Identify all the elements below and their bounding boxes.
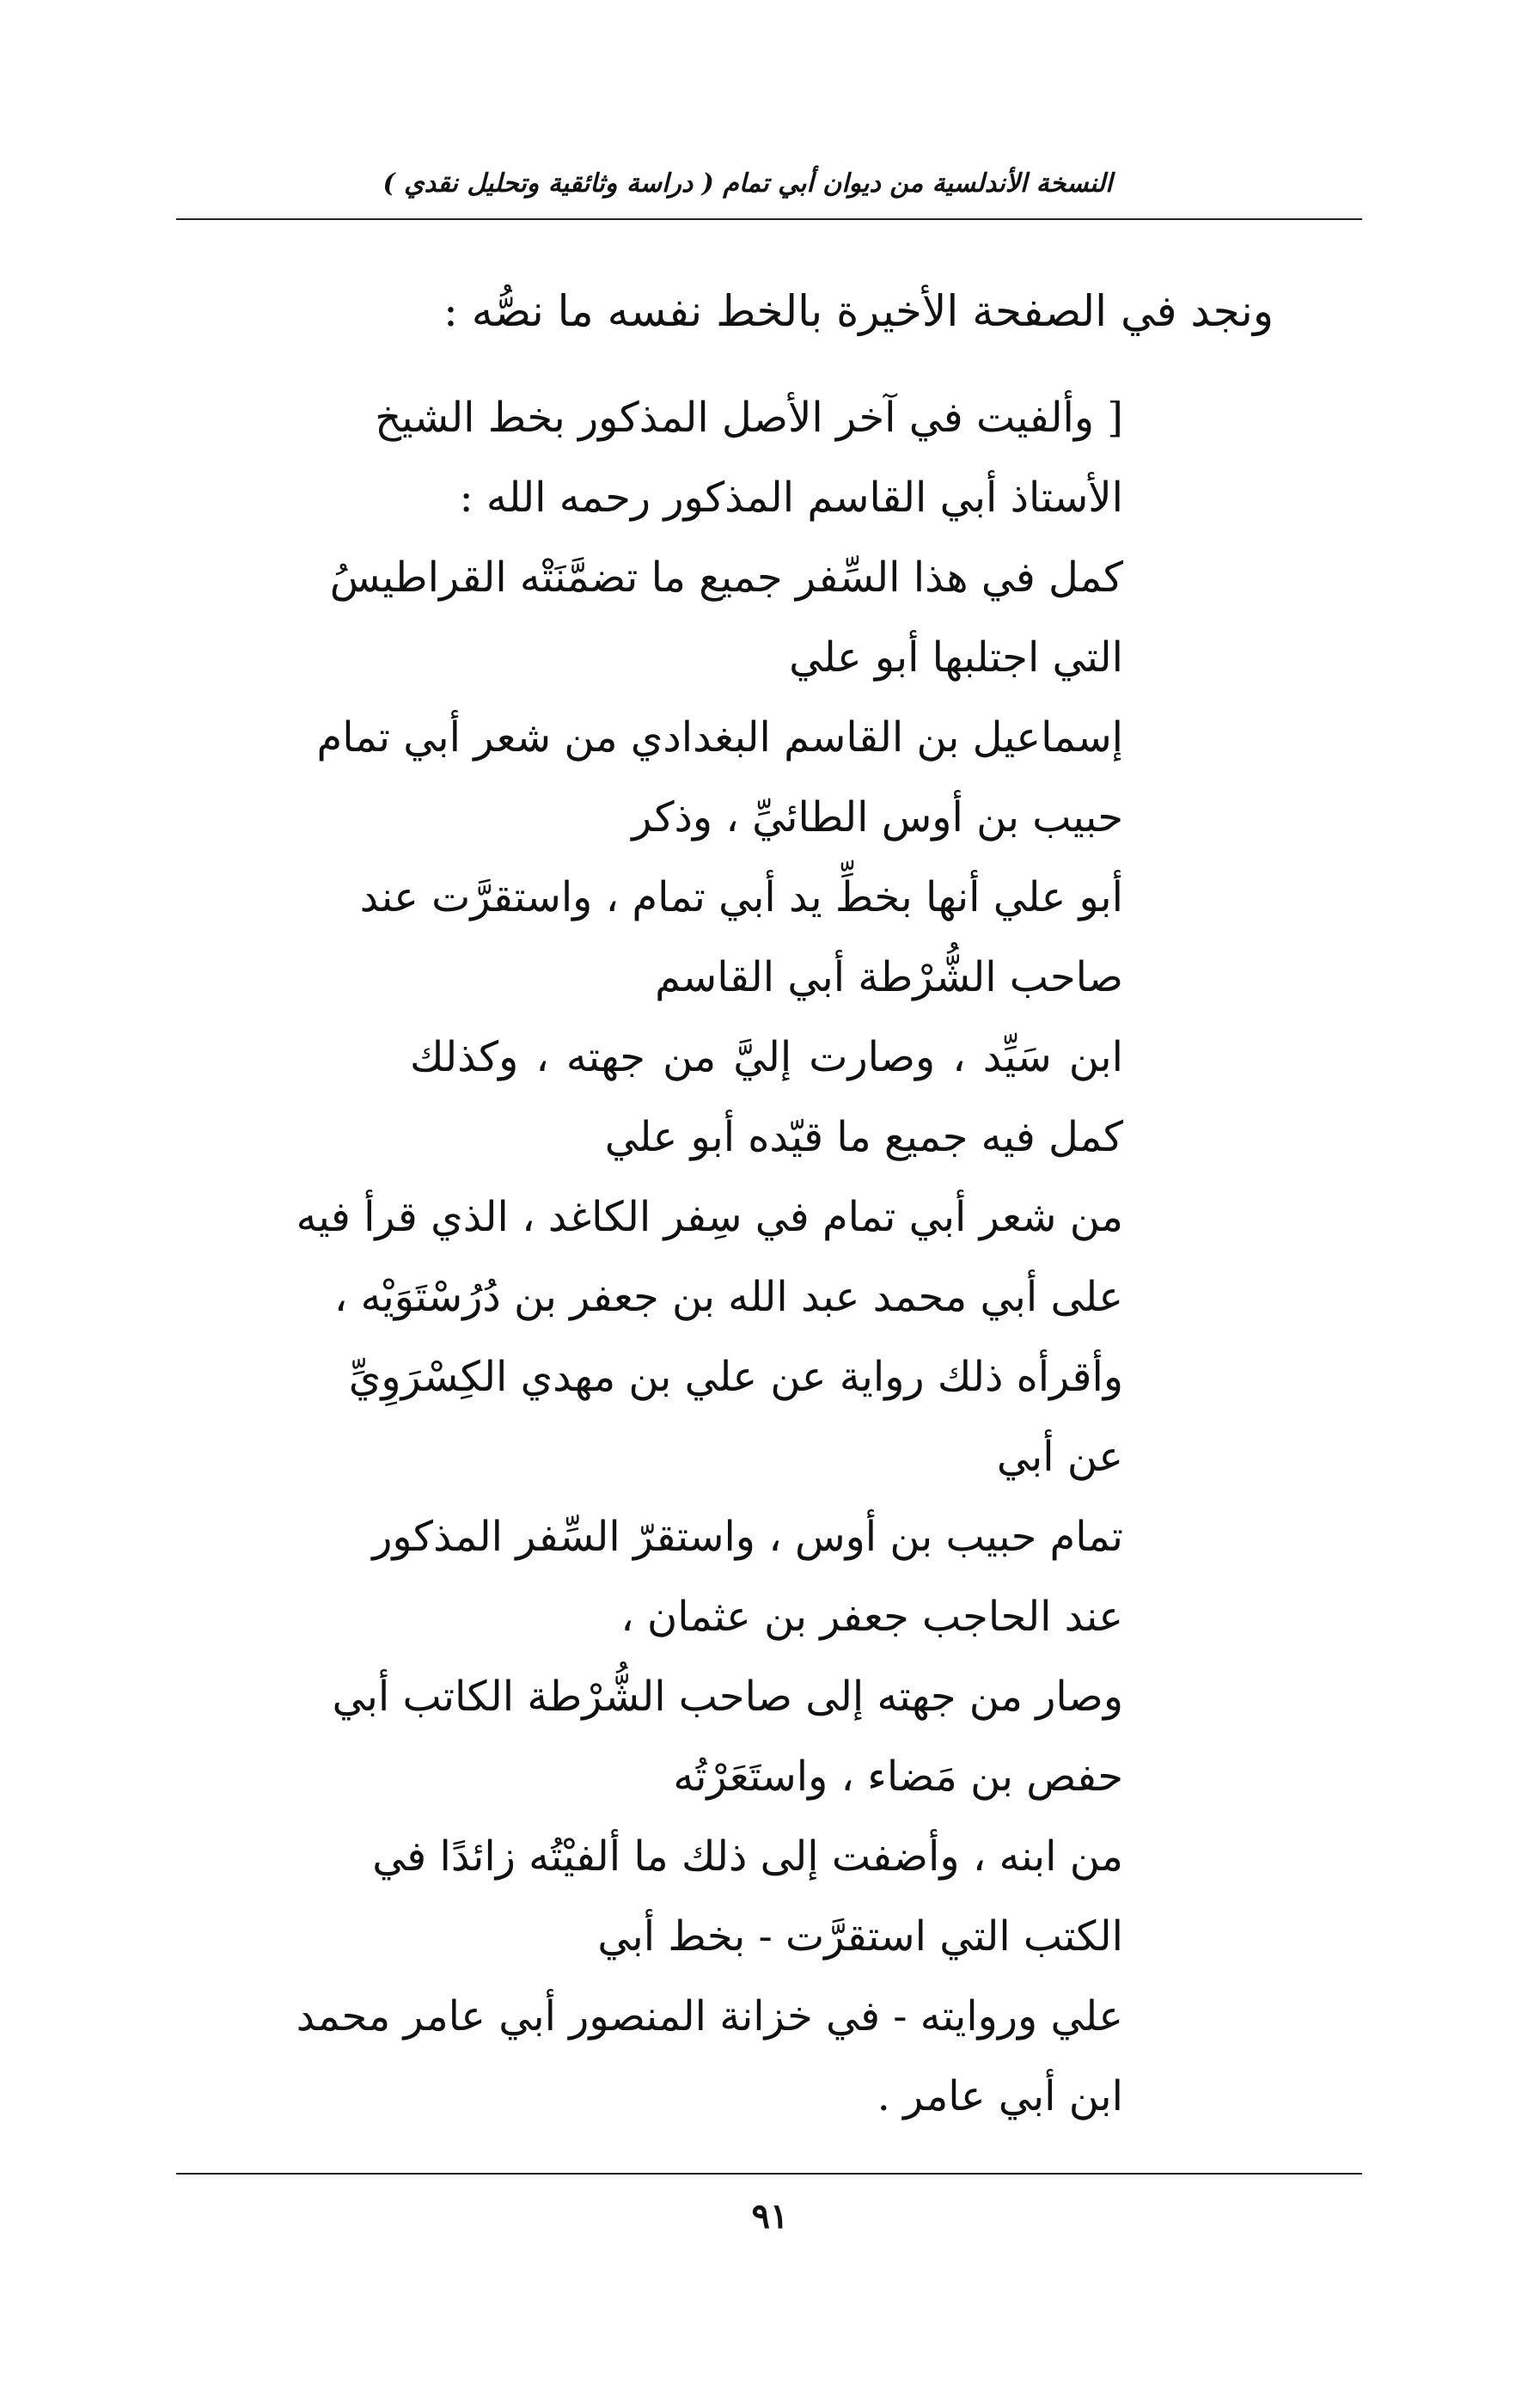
quote-line: إسماعيل بن القاسم البغدادي من شعر أبي تمام: [316, 713, 1123, 762]
quote-line: حبيب بن أوس الطائيِّ ، وذكر: [632, 793, 1123, 841]
page-number: ٩١: [751, 2196, 789, 2236]
quote-line: من ابنه ، وأضفت إلى ذلك ما ألفيْتُه زائدًا في: [372, 1832, 1123, 1881]
quote-line: من شعر أبي تمام في سِفر الكاغد ، الذي قرأ فيه: [296, 1193, 1123, 1241]
quote-line: وصار من جهته إلى صاحب الشُّرْطة الكاتب أبي: [332, 1673, 1123, 1721]
footer-rule: [176, 2173, 1362, 2175]
quote-line: التي اجتلبها أبو علي: [789, 633, 1123, 682]
quote-line: علي وروايته - في خزانة المنصور أبي عامر محمد: [296, 1992, 1123, 2040]
quote-line: صاحب الشُّرْطة أبي القاسم: [655, 953, 1123, 1001]
quoted-colophon: [296, 378, 1123, 2137]
quote-line: عن أبي: [996, 1433, 1123, 1481]
quote-line: كمل فيه جميع ما قيّده أبو علي: [604, 1113, 1123, 1161]
quote-line: وأقرأه ذلك رواية عن علي بن مهدي الكِسْرَوِيِّ: [348, 1353, 1123, 1401]
quote-line: الأستاذ أبي القاسم المذكور رحمه الله :: [459, 474, 1123, 522]
quote-line: أبو علي أنها بخطِّ يد أبي تمام ، واستقرَّت عند: [359, 873, 1123, 921]
quote-line: حفص بن مَضاء ، واستَعَرْتُه: [673, 1753, 1123, 1801]
header-rule: [176, 218, 1362, 220]
quote-line: ابن أبي عامر .: [877, 2072, 1123, 2120]
quote-line: الكتب التي استقرَّت - بخط أبي: [597, 1912, 1123, 1961]
quote-line: كمل في هذا السِّفر جميع ما تضمَّنَتْه القراطيسُ: [329, 554, 1123, 602]
intro-paragraph: ونجد في الصفحة الأخيرة بالخط نفسه ما نصُّه :: [443, 286, 1274, 336]
quote-line: [ وألفيت في آخر الأصل المذكور بخط الشيخ: [375, 394, 1123, 442]
running-header: النسخة الأندلسية من ديوان أبي تمام ( دراسة وثائقية وتحليل نقدي ): [382, 168, 1113, 199]
quote-line: ابن سَيِّد ، وصارت إليَّ من جهته ، وكذلك: [410, 1033, 1123, 1081]
quote-line: على أبي محمد عبد الله بن جعفر بن دُرُسْتَوَيْه ،: [333, 1273, 1123, 1321]
quote-line: عند الحاجب جعفر بن عثمان ،: [620, 1593, 1123, 1641]
quote-line: تمام حبيب بن أوس ، واستقرّ السِّفر المذكور: [372, 1513, 1123, 1561]
